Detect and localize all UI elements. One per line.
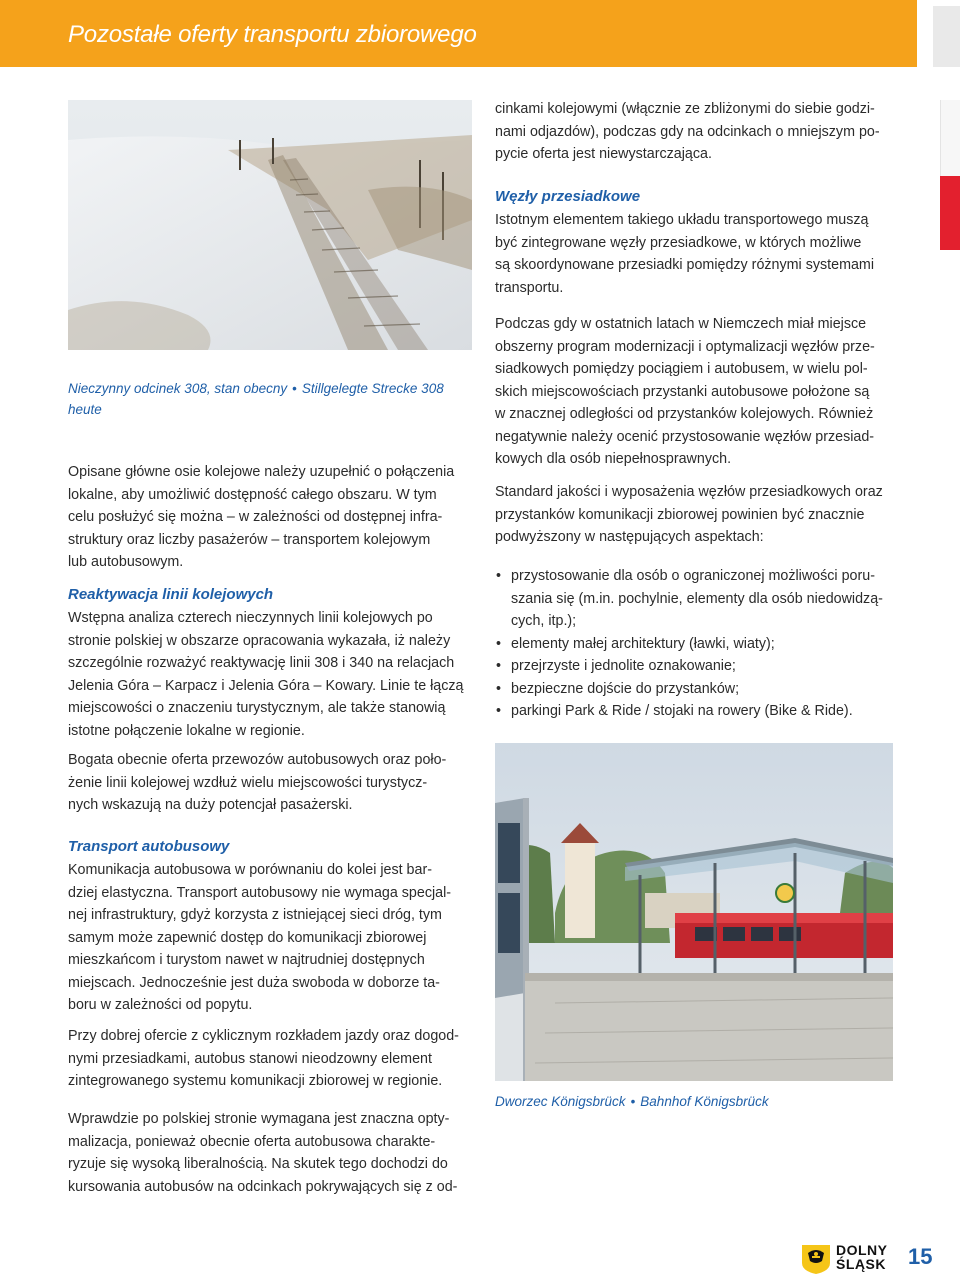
- text-line: Opisane główne osie kolejowe należy uzupełnić o połączenia: [68, 464, 455, 480]
- photo-koenigsbrueck-station: [495, 743, 893, 1081]
- text-line: • przystosowanie dla osób o ograniczonej możliwości poru-: [511, 568, 875, 584]
- text-line: cych, itp.);: [511, 613, 577, 629]
- text-line: szania się (m.in. pochylnie, elementy dla osób niedowidzą-: [511, 590, 883, 607]
- text-line: lokalne, aby umożliwić dostępność całego obszaru. W tym: [68, 486, 437, 503]
- paragraph-bus-element: [68, 1025, 472, 1093]
- text-line: zintegrowanego systemu komunikacji zbiorowej w regionie.: [68, 1073, 443, 1089]
- text-line: są skoordynowane przesiadki pomiędzy różnymi systemami: [495, 257, 875, 273]
- text-line: siadkowych pomiędzy pociągiem i autobusem, w wielu pol-: [495, 361, 868, 377]
- dolny-slask-logo-icon: [800, 1243, 832, 1277]
- caption-de-cont: heute: [68, 402, 102, 417]
- text-line: Wstępna analiza czterech nieczynnych linii kolejowych po: [68, 610, 433, 626]
- text-line: miejscowości o znaczeniu turystycznym, ale także stanowią: [68, 700, 446, 716]
- text-line: szczególnie rozważyć reaktywację linii 308 i 340 na relacjach: [68, 655, 455, 671]
- text-line: Przy dobrej ofercie z cyklicznym rozkładem jazdy oraz dogod-: [68, 1028, 459, 1044]
- text-line: istotne połączenie lokalne w regionie.: [68, 722, 305, 739]
- text-line: • elementy małej architektury (ławki, wiaty);: [511, 635, 775, 652]
- logo-line-1: DOLNY: [836, 1242, 888, 1258]
- list-item: [495, 655, 893, 678]
- text-line: przystanków komunikacji zbiorowej powinien być znacznie: [495, 506, 865, 523]
- text-line: skich miejscowościach przystanki autobusowe położone są: [495, 383, 870, 400]
- text-line: podwyższony w następujących aspektach:: [495, 529, 764, 545]
- text-line: Istotnym elementem takiego układu transportowego muszą: [495, 212, 869, 228]
- text-line: nych wskazują na duży potencjał pasażerski.: [68, 797, 353, 813]
- text-line: kursowania autobusów na odcinkach pokrywających się z od-: [68, 1178, 458, 1195]
- flag-red-stripe: [940, 176, 960, 250]
- paragraph-bus-potential: [68, 749, 472, 817]
- logo-wordmark: [836, 1243, 888, 1271]
- flag-white-stripe: [940, 100, 960, 176]
- text-line: kowych dla osób niepełnosprawnych.: [495, 451, 732, 467]
- text-line: stronie polskiej w obszarze opracowania wykazała, iż należy: [68, 632, 451, 649]
- photo-caption-station: [495, 1091, 893, 1112]
- text-line: transportu.: [495, 279, 564, 296]
- text-line: obszerny program modernizacji i optymalizacji węzłów prze-: [495, 338, 875, 355]
- text-line: malizacja, ponieważ obecnie oferta autobusowa charakte-: [68, 1133, 436, 1150]
- text-line: • bezpieczne dojście do przystanków;: [511, 680, 740, 697]
- text-line: żenie linii kolejowej wzdłuż wielu miejscowości turystycz-: [68, 774, 428, 791]
- text-line: negatywnie należy ocenić przystosowanie węzłów przesiad-: [495, 428, 875, 445]
- list-item: [495, 700, 893, 723]
- caption-de: Bahnhof Königsbrück: [640, 1094, 769, 1109]
- text-line: w znacznej odległości od przystanków kolejowych. Również: [495, 406, 874, 422]
- text-line: cinkami kolejowymi (włącznie ze zbliżonymi do siebie godzi-: [495, 101, 875, 117]
- text-line: lub autobusowym.: [68, 554, 184, 570]
- text-line: nami odjazdów), podczas gdy na odcinkach o mniejszym po-: [495, 123, 880, 140]
- list-item: [495, 565, 893, 633]
- text-line: mieszkańcom i turystom nawet w najtrudniej dostępnych: [68, 952, 425, 968]
- text-line: Podczas gdy w ostatnich latach w Niemczech miał miejsce: [495, 316, 867, 332]
- heading-wezly: Węzły przesiadkowe: [495, 188, 641, 205]
- text-line: nej infrastruktury, gdyż korzysta z istniejącej sieci dróg, tym: [68, 907, 442, 923]
- text-line: być zintegrowane węzły przesiadkowe, w których możliwe: [495, 234, 862, 251]
- text-line: celu posłużyć się można – w zależności od dostępnej infra-: [68, 509, 443, 525]
- page-section-title: Pozostałe oferty transportu zbiorowego: [68, 21, 477, 48]
- text-line: Wprawdzie po polskiej stronie wymagana jest znaczna opty-: [68, 1111, 450, 1127]
- text-line: Bogata obecnie oferta przewozów autobusowych oraz poło-: [68, 752, 447, 768]
- text-line: • przejrzyste i jednolite oznakowanie;: [511, 658, 736, 674]
- text-line: Komunikacja autobusowa w porównaniu do kolei jest bar-: [68, 862, 432, 878]
- text-line: pycie oferta jest niewystarczająca.: [495, 146, 712, 162]
- page-number: 15: [908, 1244, 933, 1269]
- text-line: struktury oraz liczby pasażerów – transportem kolejowym: [68, 531, 431, 548]
- text-line: dziej elastyczna. Transport autobusowy nie wymaga specjal-: [68, 884, 452, 901]
- paragraph-standard: [495, 481, 893, 549]
- caption-pl: Dworzec Königsbrück: [495, 1094, 626, 1109]
- paragraph-wezly: [495, 209, 893, 299]
- paragraph-reaktywacja: [68, 607, 472, 742]
- photo-disused-railway: [68, 100, 472, 350]
- text-line: Jelenia Góra – Karpacz i Jelenia Góra – Kowary. Linie te łączą: [68, 677, 464, 694]
- caption-pl: Nieczynny odcinek 308, stan obecny: [68, 381, 288, 396]
- text-line: • parkingi Park & Ride / stojaki na rowery (Bike & Ride).: [511, 703, 853, 719]
- paragraph-intro: [68, 461, 472, 574]
- text-line: Standard jakości i wyposażenia węzłów przesiadkowych oraz: [495, 484, 883, 500]
- caption-separator: •: [292, 381, 297, 396]
- paragraph-germany-poland: [495, 313, 893, 471]
- paragraph-continued: [495, 98, 893, 166]
- list-item: [495, 633, 893, 656]
- logo-line-2: ŚLĄSK: [836, 1256, 886, 1272]
- text-line: samym może zapewnić dostęp do komunikacji zbiorowej: [68, 929, 427, 946]
- text-line: ryzuje się wysoką liberalnością. Na skutek tego dochodzi do: [68, 1156, 448, 1172]
- caption-de: Stillgelegte Strecke 308: [301, 381, 444, 396]
- paragraph-transport-autobusowy: [68, 859, 472, 1017]
- caption-separator: •: [630, 1094, 636, 1109]
- header-side-tab: [933, 6, 960, 67]
- text-line: nymi przesiadkami, autobus stanowi nieodzowny element: [68, 1050, 432, 1067]
- photo-caption-railway: [68, 378, 472, 420]
- heading-reaktywacja: Reaktywacja linii kolejowych: [68, 586, 274, 603]
- paragraph-optimization: [68, 1108, 472, 1198]
- list-item: [495, 678, 893, 701]
- text-line: boru w zależności od popytu.: [68, 997, 253, 1013]
- heading-transport-autobusowy: Transport autobusowy: [68, 838, 230, 855]
- aspects-list: [495, 565, 893, 723]
- text-line: miejscach. Jednocześnie jest duża swoboda w doborze ta-: [68, 974, 440, 991]
